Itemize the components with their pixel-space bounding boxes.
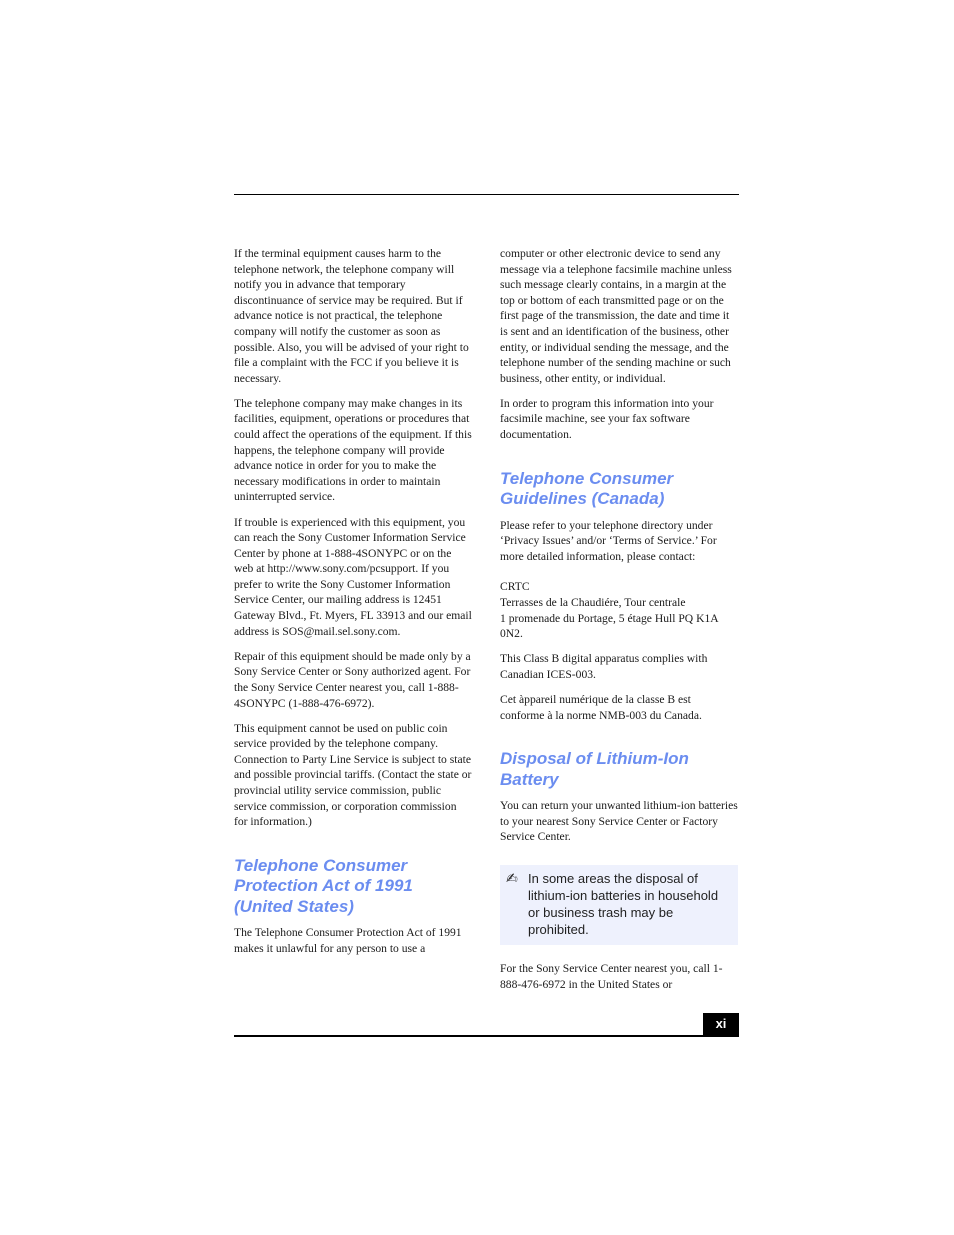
crtc-address xyxy=(500,579,738,641)
pencil-note-icon: ✍ xyxy=(506,869,518,886)
paragraph-trouble-contact: If trouble is experienced with this equipment, you can reach the Sony Customer Information Service Center by phone at 1-888-4SONYPC or on the web at http://www.sony.com/pcsupport. If you prefer to write the Sony Customer Information Service Center, our mailing address is 12451 Gateway Blvd., Ft. Myers, FL 33913 and our email address is SOS@mail.sel.sony.com. xyxy=(234,515,472,638)
right-column xyxy=(500,246,738,1002)
paragraph-tcpa: The Telephone Consumer Protection Act of 1991 makes it unlawful for any person to use a xyxy=(234,926,462,955)
paragraph-facility-changes: The telephone company may make changes in its facilities, equipment, operations or procedures that could affect the operations of the equipment. If this happens, the telephone company will provide advance notice in order for you to make the necessary modifications in order to maintain uninterrupted service. xyxy=(234,396,472,504)
paragraph-repair: Repair of this equipment should be made only by a Sony Service Center or Sony authorized agent. For the Sony Service Center nearest you, call 1-888-4SONYPC (1-888-476-6972). xyxy=(234,649,471,710)
note-text: In some areas the disposal of lithium-ion batteries in household or business trash may be prohibited. xyxy=(528,870,719,937)
paragraph-service-center: For the Sony Service Center nearest you, call 1-888-476-6972 in the United States or xyxy=(500,961,723,991)
paragraph-canada-contact: Please refer to your telephone directory under ‘Privacy Issues’ and/or ‘Terms of Service.’ For more detailed information, please contact: xyxy=(500,518,717,563)
paragraph-class-b-english: This Class B digital apparatus complies with Canadian ICES-003. xyxy=(500,652,708,681)
paragraph-fax-requirements: computer or other electronic device to send any message via a telephone facsimile machine unless such message clearly contains, in a margin at the top or bottom of each transmitted page or on the first page of the transmission, the date and time it is sent and an identification of the business, other entity, or individual sending the message, and the telephone number of the sending machine or such business, other entity, or individual. xyxy=(500,247,732,385)
heading-canada-guidelines: Telephone Consumer Guidelines (Canada) xyxy=(500,468,674,509)
address-line: CRTC xyxy=(500,580,530,594)
paragraph-class-b-french: Cet àppareil numérique de la classe B est conforme à la norme NMB-003 du Canada. xyxy=(500,692,702,722)
paragraph-fax-programming: In order to program this information into your facsimile machine, see your fax software documentation. xyxy=(500,396,714,442)
paragraph-battery-return: You can return your unwanted lithium-ion batteries to your nearest Sony Service Center or Factory Service Center. xyxy=(500,799,738,844)
heading-battery-disposal: Disposal of Lithium-Ion Battery xyxy=(500,749,689,789)
address-line: 1 promenade du Portage, 5 étage Hull PQ K1A 0N2. xyxy=(500,611,718,641)
paragraph-coin-service: This equipment cannot be used on public coin service provided by the telephone company. Connection to Party Line Service is subject to state and possible provincial tariffs. (Contact the state or provincial utility service commission, public service commission, or corporation commission for information.) xyxy=(234,721,472,829)
heading-tcpa: Telephone Consumer Protection Act of 1991 (United States) xyxy=(234,855,413,916)
note-box xyxy=(500,865,738,945)
left-column xyxy=(234,246,472,966)
header-rule xyxy=(234,194,739,195)
footer-rule xyxy=(234,1035,739,1037)
address-line: Terrasses de la Chaudiére, Tour centrale xyxy=(500,596,686,609)
paragraph-terminal-harm: If the terminal equipment causes harm to the telephone network, the telephone company will notify you in advance that temporary discontinuance of service may be required. But if advance notice is not practical, the telephone company will notify the customer as soon as possible. Also, you will be advised of your right to file a complaint with the FCC if you believe it is necessary. xyxy=(234,247,469,385)
page-number: xi xyxy=(703,1013,739,1035)
